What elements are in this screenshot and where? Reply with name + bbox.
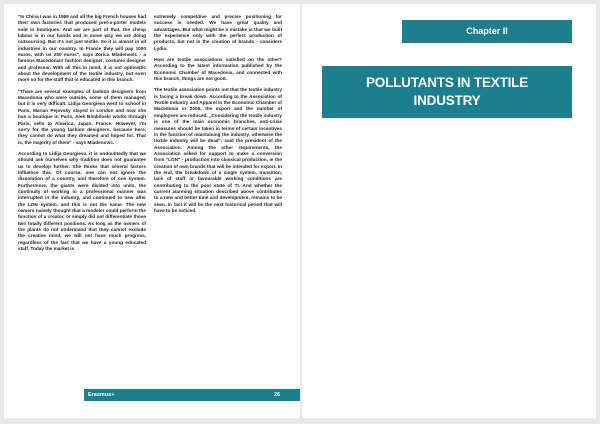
page-footer <box>84 389 300 401</box>
paragraph: According to Lidija Georgieva, it is undoubtedly that we should ask ourselves why tradition does not guarantee us to develop further. She thinks that several factors influence this. Of course, one can not ignore the dissolution of a country, and therefore of one system. Furthermore, the giants were divided into units, the continuity of working in a professional manner was interrupted in the industry, and continued to new after the LON system, and this is not the same. The new owners naively thought that a modeler could perform the function of a creator, or simply did not differentiate those two totally different positions. As long as the owners of the plants do not understand that they cannot exclude the creative mind, we will not have much progress, regardless of the fact that we have a young educated staff. Today the market is <box>18 150 146 252</box>
paragraph: The textile association points out that the textile industry is facing a break down. According to the Association of Textile Industry and Apparel in the Economic Chamber of Macedonia in 2005, the export and the number of employees are reduced. „Considering the textile industry is one of the main economic branches, anti-crisis measures should be taken in terms of certain incentives in the function of maintaining the industry, otherwise the textile industry will be dead", said the president of the Association. Among the other requirements, the Association asked for support to make a conversion from "LON" - production into classical production, ie the creation of own brands that will be intended for export. In the end, the breakdown of a single system, transition, lack of staff or favourable working conditions are contributing to the poor state of TI. And whether the current alarming situation described above contributes to a new and better time and development, remains to be seen. In fact it will be the next historical period that will have to be noticed. <box>154 87 282 213</box>
paragraph: "There are several examples of fashion designers from Macedonia who were outside, some of them managed, but it is very difficult. Lidija Georgieva went to school in Paris, Marian Pejovsky stayed in London and now she has a boutique in Paris, Alek Bimbiloski works through Paris, sells to America, Japan, France. However, I'm sorry for the young fashion designers, because here, they cannot do what they dreamed and hoped for. That is, the majority of them" - says Mladenovic. <box>18 88 146 145</box>
chapter-title-box <box>322 66 572 118</box>
paragraph: extremely competitive and precise positioning for success is needed. We have great quality and advantages. But what might be a mistake is that we built the experience only with the perfect production of products, but not in the creation of brands - considers Lydia. <box>154 14 282 51</box>
paragraph: How are textile associations satisfied on the other? According to the latest information published by the Economic Chamber of Macedonia, and connected with this branch, things are not good. <box>154 57 282 82</box>
text-column-2 <box>154 14 282 219</box>
right-page <box>302 4 596 418</box>
chapter-label <box>402 20 572 43</box>
page-number: 26 <box>274 392 281 398</box>
paragraph: "In China I was in 1989 and all the big French houses had their own factories that produced pret-a-porter models sold in boutiques. And we are part of that, the cheap labour is in our hands and in some way we are doing outsourcing. But it's not just textile. So it is almost in all industries in our country. In France they will pay 1000 euros, with us 200 euros", says Zorica Mladenovic - a famous Macedonian fashion designer, costume designer and professor. With all this in mind, it is not optimistic about the development of the textile industry, but even more so for the staff that is educated in this branch. <box>18 14 146 83</box>
left-page <box>4 4 300 418</box>
footer-brand: Erasmus+ <box>88 392 115 398</box>
text-column-1 <box>18 14 146 257</box>
chapter-title: POLLUTANTS IN TEXTILE INDUSTRY <box>365 75 529 108</box>
chapter-label-text: Chapter II <box>466 26 508 36</box>
